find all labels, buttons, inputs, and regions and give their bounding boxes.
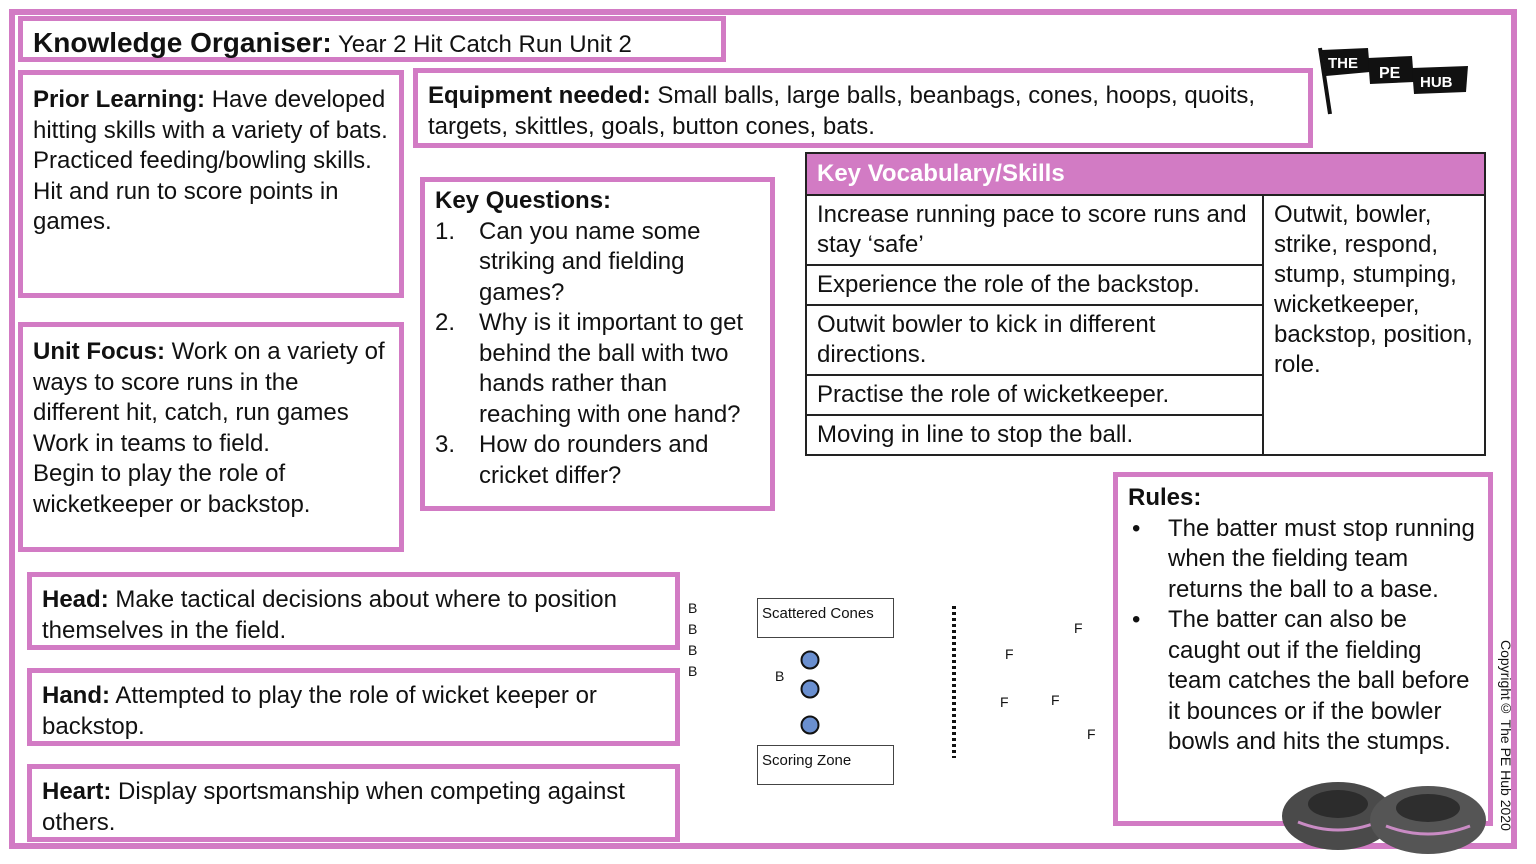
heart-label: Heart:: [42, 778, 112, 805]
rule-text: The batter can also be caught out if the fielding team catches the ball before it bounces or if the bowler bowls and hits the stumps.: [1168, 606, 1470, 755]
question-number: 2.: [435, 309, 456, 336]
page-title: [18, 16, 726, 62]
question-text: How do rounders and cricket differ?: [479, 431, 709, 489]
question-number: 1.: [435, 217, 456, 245]
pe-hub-logo: [1316, 44, 1476, 118]
logo-the: THE: [1328, 55, 1358, 72]
batter-marker: B: [688, 600, 698, 616]
prior-learning-box: [18, 70, 404, 298]
unit-focus-line2: Work in teams to field.: [33, 429, 270, 457]
copyright-text: Copyright© The PE Hub 2020: [1498, 640, 1514, 831]
vocabulary-row: Experience the role of the backstop.: [806, 265, 1263, 305]
activity-diagram: [680, 590, 1110, 790]
rule-item: • The batter must stop running when the fielding team returns the ball to a base.: [1128, 514, 1478, 606]
vocabulary-header: Key Vocabulary/Skills: [806, 153, 1485, 195]
heart-box: [27, 764, 680, 842]
rules-box: [1113, 472, 1493, 826]
vocabulary-row: Increase running pace to score runs and stay ‘safe’: [806, 195, 1263, 265]
question-item: [435, 308, 760, 430]
hand-label: Hand:: [42, 682, 110, 709]
question-item: [435, 217, 760, 309]
fielder-marker: F: [1074, 620, 1083, 636]
unit-focus-text: Work on a variety of ways to score runs in the different hit, catch, run games: [33, 338, 385, 426]
vocabulary-row: Outwit bowler to kick in different directions.: [806, 305, 1263, 375]
prior-learning-label: Prior Learning:: [33, 86, 206, 113]
prior-learning-line2: Practiced feeding/bowling skills.: [33, 147, 372, 174]
vocabulary-terms: Outwit, bowler, strike, respond, stump, stumping, wicketkeeper, backstop, position, role.: [1263, 195, 1485, 455]
logo-hub: HUB: [1420, 74, 1453, 91]
rule-text: The batter must stop running when the fielding team returns the ball to a base.: [1168, 514, 1475, 603]
hand-text: Attempted to play the role of wicket keeper or backstop.: [42, 682, 597, 740]
fielder-marker: F: [1000, 694, 1009, 710]
quoits-icon: [1278, 776, 1518, 856]
rule-item: • The batter can also be caught out if the fielding team catches the ball before it bounces or if the bowler bowls and hits the stumps.: [1128, 605, 1478, 758]
cone-icon: [802, 681, 819, 698]
equipment-box: [413, 68, 1313, 148]
title-rest: Year 2 Hit Catch Run Unit 2: [337, 31, 632, 58]
vocabulary-table: [805, 152, 1486, 456]
scattered-cones-label: Scattered Cones: [757, 598, 894, 638]
cones: [798, 648, 822, 738]
fielder-marker: F: [1051, 692, 1060, 708]
unit-focus-box: [18, 322, 404, 552]
equipment-label: Equipment needed:: [428, 82, 651, 109]
unit-focus-line3: Begin to play the role of wicketkeeper or backstop.: [33, 460, 311, 518]
equipment-text: Small balls, large balls, beanbags, cones, hoops, quoits, targets, skittles, goals, button cones, bats.: [428, 82, 1256, 140]
question-item: [435, 430, 760, 491]
unit-focus-label: Unit Focus:: [33, 338, 165, 365]
scoring-zone-label: Scoring Zone: [757, 745, 894, 785]
key-questions-box: [420, 177, 775, 511]
cone-icon: [802, 717, 819, 734]
heart-text: Display sportsmanship when competing against others.: [42, 778, 625, 836]
key-questions-label: Key Questions:: [435, 187, 612, 214]
logo-pe: PE: [1379, 65, 1401, 82]
vocabulary-row: Moving in line to stop the ball.: [806, 415, 1263, 455]
head-box: [27, 572, 680, 650]
boundary-line: [950, 606, 958, 758]
vocabulary-row: Practise the role of wicketkeeper.: [806, 375, 1263, 415]
title-bold: Knowledge Organiser:: [33, 27, 332, 58]
head-text: Make tactical decisions about where to position themselves in the field.: [42, 586, 617, 644]
question-text: Can you name some striking and fielding games?: [479, 217, 701, 306]
prior-learning-text: Have developed hitting skills with a variety of bats.: [33, 86, 388, 144]
fielder-marker: F: [1005, 646, 1014, 662]
batter-marker: B: [688, 642, 698, 658]
question-text: Why is it important to get behind the ball with two hands rather than reaching with one hand?: [479, 309, 744, 428]
rules-label: Rules:: [1128, 484, 1202, 511]
prior-learning-line3: Hit and run to score points in games.: [33, 177, 339, 235]
question-number: 3.: [435, 431, 456, 458]
cone-icon: [802, 652, 819, 669]
head-label: Head:: [42, 586, 109, 613]
batter-marker: B: [688, 621, 698, 637]
batter-marker: B: [775, 668, 785, 684]
batter-marker: B: [688, 663, 698, 679]
fielder-marker: F: [1087, 726, 1096, 742]
hand-box: [27, 668, 680, 746]
